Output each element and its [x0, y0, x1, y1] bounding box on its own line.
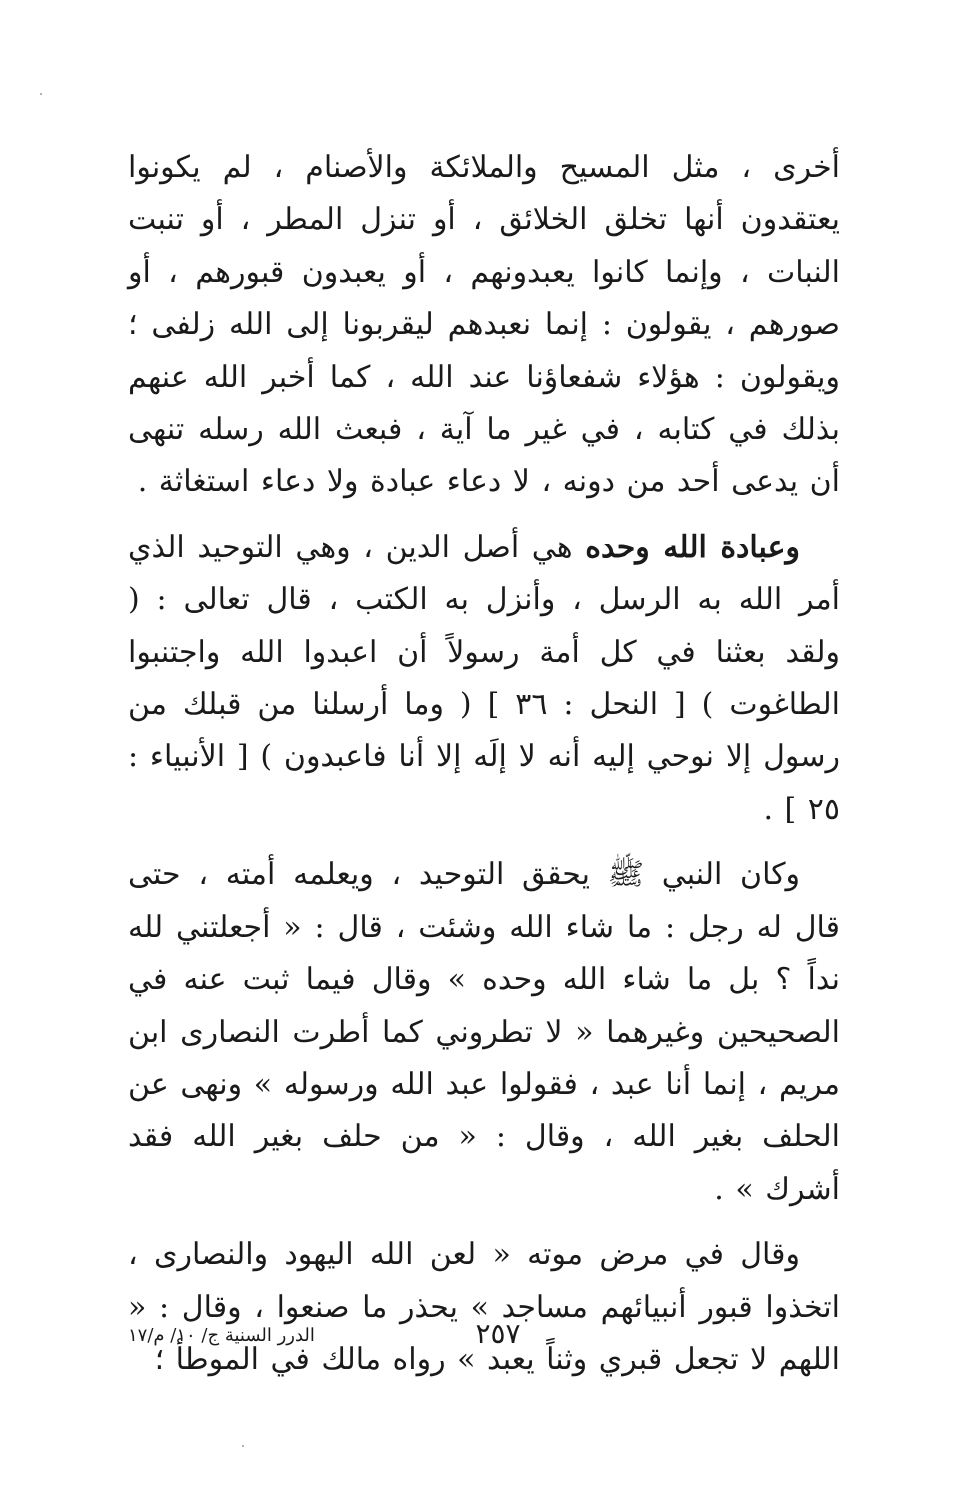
page-footer [128, 1316, 840, 1356]
paragraph-2 [128, 522, 840, 836]
paragraph-lead: وعبادة الله وحده [585, 529, 800, 565]
scan-speck [40, 93, 42, 95]
paragraph-text: هي أصل الدين ، وهي التوحيد الذي أمر الله به الرسل ، وأنزل به الكتب ، قال تعالى : ( ولقد بعثنا في كل أمة رسولاً أن اعبدوا الله واجتنبوا الطاغوت ) [ النحل : ٣٦ ] ( وما أرسلنا من قبلك من رسول إلا نوحي إليه أنه لا إلَه إلا أنا فاعبدون ) [ الأنبياء : ٢٥ ] . [128, 529, 840, 827]
body-text [128, 142, 840, 1399]
paragraph-3 [128, 849, 840, 1216]
scan-speck [242, 1445, 244, 1447]
paragraph-4 [128, 1229, 840, 1386]
paragraph-text: وكان النبي ﷺ يحقق التوحيد ، ويعلمه أمته ، حتى قال له رجل : ما شاء الله وشئت ، قال : « أجعلتني لله نداً ؟ بل ما شاء الله وحده » وقال فيما ثبت عنه في الصحيحين وغيرهما « لا تطروني كما أطرت النصارى ابن مريم ، إنما أنا عبد ، فقولوا عبد الله ورسوله » ونهى عن الحلف بغير الله ، وقال : « من حلف بغير الله فقد أشرك » . [128, 857, 840, 1207]
page-number: ٢٥٧ [475, 1317, 521, 1350]
paragraph-1 [128, 142, 840, 509]
paragraph-text: أخرى ، مثل المسيح والملائكة والأصنام ، لم يكونوا يعتقدون أنها تخلق الخلائق ، أو تنزل المطر ، أو تنبت النبات ، وإنما كانوا يعبدونهم ، أو يعبدون قبورهم ، أو صورهم ، يقولون : إنما نعبدهم ليقربونا إلى الله زلفى ؛ ويقولون : هؤلاء شفعاؤنا عند الله ، كما أخبر الله عنهم بذلك في كتابه ، في غير ما آية ، فبعث الله رسله تنهى أن يدعى أحد من دونه ، لا دعاء عبادة ولا دعاء استغاثة . [128, 150, 840, 500]
paragraph-text: وقال في مرض موته « لعن الله اليهود والنصارى ، اتخذوا قبور أنبيائهم مساجد » يحذر ما صنعوا ، وقال : « اللهم لا تجعل قبري وثناً يعبد » رواه مالك في الموطأ ؛ [128, 1237, 840, 1377]
source-reference: الدرر السنية ج/ ١٠/ م/١٧ [128, 1325, 315, 1346]
